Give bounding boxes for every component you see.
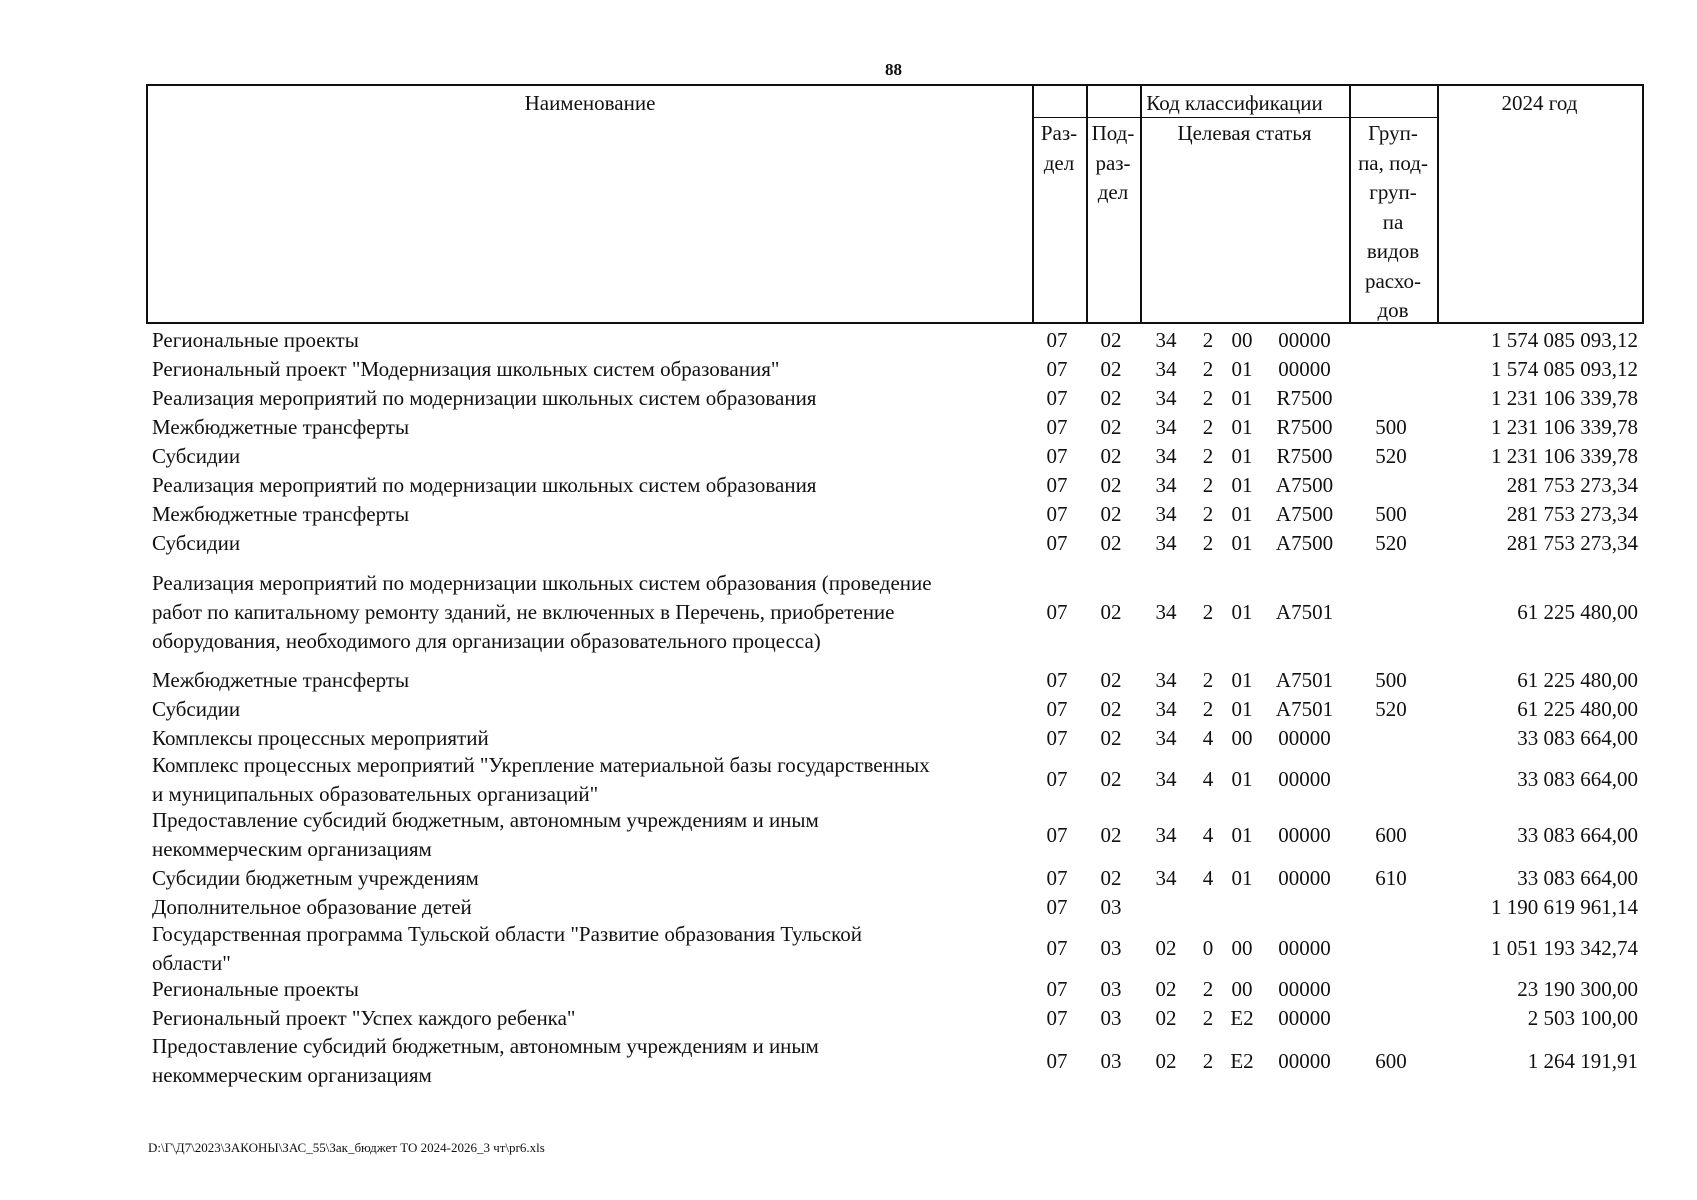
row-code-t2: 2 bbox=[1202, 357, 1214, 381]
row-name bbox=[152, 558, 1032, 666]
row-code-t2: 2 bbox=[1202, 502, 1214, 526]
row-code-t3: 00 bbox=[1231, 328, 1253, 352]
row-name-line: Субсидии bbox=[152, 531, 241, 555]
row-code-pr: 02 bbox=[1100, 726, 1122, 750]
row-name bbox=[152, 413, 1032, 442]
header-target: Целевая статья bbox=[1177, 121, 1312, 145]
row-amount: 61 225 480,00 bbox=[1517, 697, 1638, 721]
row-code-t1: 34 bbox=[1155, 328, 1177, 352]
row-code-t4: R7500 bbox=[1276, 386, 1333, 410]
row-code-t2: 2 bbox=[1202, 1006, 1214, 1030]
row-code-g bbox=[1347, 975, 1435, 1004]
row-code-r: 07 bbox=[1046, 936, 1068, 960]
row-name-line: Комплекс процессных мероприятий "Укрепление материальной базы государственных bbox=[152, 752, 930, 777]
row-code-t2: 4 bbox=[1202, 866, 1214, 890]
row-code-g bbox=[1347, 753, 1435, 806]
row-name-line: Комплексы процессных мероприятий bbox=[152, 726, 489, 750]
row-code-t3: 01 bbox=[1231, 415, 1253, 439]
row-code-g bbox=[1347, 922, 1435, 975]
row-code-t4: А7501 bbox=[1275, 668, 1334, 692]
row-code-t4: 00000 bbox=[1278, 866, 1331, 890]
row-amount: 2 503 100,00 bbox=[1527, 1006, 1638, 1030]
row-amount: 33 083 664,00 bbox=[1517, 866, 1638, 890]
row-code-pr: 02 bbox=[1100, 444, 1122, 468]
row-code-pr: 03 bbox=[1100, 936, 1122, 960]
row-name bbox=[152, 893, 1032, 922]
row-code-t4: 00000 bbox=[1278, 822, 1331, 847]
row-name-line: Межбюджетные трансферты bbox=[152, 668, 410, 692]
row-amount: 1 231 106 339,78 bbox=[1491, 444, 1638, 468]
row-name-line: некоммерческим организациям bbox=[152, 837, 432, 861]
table-row bbox=[146, 413, 1644, 442]
table-body bbox=[146, 326, 1644, 1089]
row-code-t1: 34 bbox=[1155, 473, 1177, 497]
row-name bbox=[152, 529, 1032, 558]
row-code-r: 07 bbox=[1046, 444, 1068, 468]
row-code-t2: 4 bbox=[1202, 822, 1214, 847]
row-code-t2 bbox=[1194, 893, 1222, 922]
row-name-line: Реализация мероприятий по модернизации школьных систем образования (проведение bbox=[152, 570, 932, 595]
row-code-r: 07 bbox=[1046, 1006, 1068, 1030]
row-code-r: 07 bbox=[1046, 473, 1068, 497]
row-code-t3: 01 bbox=[1231, 697, 1253, 721]
row-name-line: Межбюджетные трансферты bbox=[152, 415, 410, 439]
row-code-pr: 02 bbox=[1100, 767, 1122, 791]
row-code-t1: 34 bbox=[1155, 767, 1177, 791]
header-podrazdel bbox=[1086, 119, 1140, 208]
row-code-g bbox=[1347, 893, 1435, 922]
row-name bbox=[152, 500, 1032, 529]
row-code-r: 07 bbox=[1046, 386, 1068, 410]
table-row bbox=[146, 384, 1644, 413]
header-year: 2024 год bbox=[1501, 91, 1578, 115]
row-code-t4: 00000 bbox=[1278, 726, 1331, 750]
row-code-r: 07 bbox=[1046, 977, 1068, 1001]
header-podrazdel-line: раз- bbox=[1095, 150, 1131, 175]
row-code-r: 07 bbox=[1046, 415, 1068, 439]
row-name-line: Предоставление субсидий бюджетным, автономным учреждениям и иным bbox=[152, 808, 819, 832]
row-name bbox=[152, 724, 1032, 753]
row-name-line: Региональные проекты bbox=[152, 977, 359, 1001]
table-row bbox=[146, 500, 1644, 529]
header-divider bbox=[1437, 86, 1439, 322]
row-code-r: 07 bbox=[1046, 726, 1068, 750]
header-name: Наименование bbox=[524, 91, 656, 115]
row-amount: 61 225 480,00 bbox=[1517, 599, 1638, 624]
table-row bbox=[146, 922, 1644, 975]
row-code-t4: 00000 bbox=[1278, 328, 1331, 352]
row-code-t1: 34 bbox=[1155, 386, 1177, 410]
row-code-t4: 00000 bbox=[1278, 1006, 1331, 1030]
row-code-t1: 34 bbox=[1155, 697, 1177, 721]
row-code-t1 bbox=[1138, 893, 1194, 922]
row-code-t4: А7501 bbox=[1275, 697, 1334, 721]
row-amount: 61 225 480,00 bbox=[1517, 668, 1638, 692]
row-amount: 281 753 273,34 bbox=[1506, 473, 1638, 497]
row-code-t3: 01 bbox=[1231, 668, 1253, 692]
row-code-t4: 00000 bbox=[1278, 936, 1331, 960]
row-name bbox=[152, 442, 1032, 471]
row-code-t4: 00000 bbox=[1278, 767, 1331, 791]
row-name bbox=[152, 806, 1032, 864]
row-code-r: 07 bbox=[1046, 767, 1068, 791]
row-name bbox=[152, 1004, 1032, 1033]
header-group-line: дов bbox=[1377, 298, 1409, 322]
row-code-t4: А7500 bbox=[1275, 473, 1334, 497]
table-row bbox=[146, 893, 1644, 922]
row-code-r: 07 bbox=[1046, 866, 1068, 890]
row-code-g: 500 bbox=[1375, 415, 1407, 439]
row-code-t2: 0 bbox=[1202, 936, 1214, 960]
header-group-line: па bbox=[1382, 209, 1404, 234]
row-amount: 33 083 664,00 bbox=[1517, 822, 1638, 847]
row-code-r: 07 bbox=[1046, 1048, 1068, 1073]
row-name bbox=[152, 922, 1032, 975]
header-group-line: расхо- bbox=[1364, 268, 1422, 293]
row-code-t4: 00000 bbox=[1278, 357, 1331, 381]
header-group-line: видов bbox=[1366, 239, 1420, 263]
row-code-r: 07 bbox=[1046, 502, 1068, 526]
row-code-g bbox=[1347, 1004, 1435, 1033]
row-code-t3: 01 bbox=[1231, 386, 1253, 410]
row-name-line: работ по капитальному ремонту зданий, не включенных в Перечень, приобретение bbox=[152, 599, 895, 624]
row-code-t4: А7500 bbox=[1275, 502, 1334, 526]
row-code-g: 520 bbox=[1375, 697, 1407, 721]
row-amount: 281 753 273,34 bbox=[1506, 502, 1638, 526]
row-code-t3: 01 bbox=[1231, 822, 1253, 847]
table-row bbox=[146, 724, 1644, 753]
row-code-t2: 2 bbox=[1202, 444, 1214, 468]
row-name bbox=[152, 975, 1032, 1004]
header-razdel-line: Раз- bbox=[1040, 121, 1078, 145]
table-row bbox=[146, 471, 1644, 500]
row-code-pr: 02 bbox=[1100, 531, 1122, 555]
row-code-pr: 02 bbox=[1100, 822, 1122, 847]
row-name bbox=[152, 666, 1032, 695]
row-code-pr: 03 bbox=[1100, 977, 1122, 1001]
row-code-pr: 02 bbox=[1100, 386, 1122, 410]
row-name-line: Межбюджетные трансферты bbox=[152, 502, 410, 526]
row-code-t4: 00000 bbox=[1278, 1048, 1331, 1073]
row-code-pr: 02 bbox=[1100, 357, 1122, 381]
row-name-line: Региональный проект "Успех каждого ребенка" bbox=[152, 1006, 576, 1030]
row-code-t4: R7500 bbox=[1276, 444, 1333, 468]
table-row bbox=[146, 806, 1644, 864]
row-amount: 1 574 085 093,12 bbox=[1491, 357, 1638, 381]
row-code-t1: 34 bbox=[1155, 415, 1177, 439]
row-code-t1: 02 bbox=[1155, 936, 1177, 960]
row-code-t4: 00000 bbox=[1278, 977, 1331, 1001]
row-code-r: 07 bbox=[1046, 822, 1068, 847]
row-code-r: 07 bbox=[1046, 668, 1068, 692]
row-code-t1: 34 bbox=[1155, 822, 1177, 847]
table-row bbox=[146, 1004, 1644, 1033]
row-code-g bbox=[1347, 471, 1435, 500]
row-name bbox=[152, 1033, 1032, 1089]
row-code-t3: 01 bbox=[1231, 531, 1253, 555]
row-name-line: Дополнительное образование детей bbox=[152, 895, 472, 919]
row-name-line: Региональный проект "Модернизация школьных систем образования" bbox=[152, 357, 780, 381]
row-code-t3: 00 bbox=[1231, 726, 1253, 750]
row-code-g: 600 bbox=[1375, 822, 1407, 847]
row-code-g: 520 bbox=[1375, 531, 1407, 555]
row-code-t3: 01 bbox=[1231, 767, 1253, 791]
row-code-t2: 2 bbox=[1202, 599, 1214, 624]
row-code-pr: 03 bbox=[1100, 1006, 1122, 1030]
row-name-line: оборудования, необходимого для организации образовательного процесса) bbox=[152, 628, 821, 653]
row-code-t3: 01 bbox=[1231, 357, 1253, 381]
table-row bbox=[146, 355, 1644, 384]
header-razdel-line: дел bbox=[1043, 150, 1075, 175]
header-podrazdel-line: Под- bbox=[1091, 121, 1135, 145]
row-code-r: 07 bbox=[1046, 531, 1068, 555]
row-code-t3: 01 bbox=[1231, 502, 1253, 526]
row-name-line: Предоставление субсидий бюджетным, автономным учреждениям и иным bbox=[152, 1034, 819, 1058]
row-name-line: Государственная программа Тульской области "Развитие образования Тульской bbox=[152, 921, 862, 946]
header-group bbox=[1349, 119, 1437, 326]
row-code-t2: 2 bbox=[1202, 328, 1214, 352]
row-amount: 1 264 191,91 bbox=[1527, 1048, 1638, 1073]
table-header bbox=[146, 84, 1644, 324]
row-code-t1: 34 bbox=[1155, 502, 1177, 526]
row-code-t3 bbox=[1222, 893, 1262, 922]
table-row bbox=[146, 442, 1644, 471]
row-code-pr: 02 bbox=[1100, 697, 1122, 721]
row-amount: 23 190 300,00 bbox=[1517, 977, 1638, 1001]
row-code-t1: 34 bbox=[1155, 444, 1177, 468]
row-code-t1: 34 bbox=[1155, 531, 1177, 555]
row-code-r: 07 bbox=[1046, 328, 1068, 352]
row-amount: 1 190 619 961,14 bbox=[1491, 895, 1638, 919]
row-amount: 1 574 085 093,12 bbox=[1491, 328, 1638, 352]
table-row bbox=[146, 975, 1644, 1004]
header-group-line: Груп- bbox=[1368, 121, 1418, 145]
row-code-t2: 2 bbox=[1202, 1048, 1214, 1073]
row-code-pr: 02 bbox=[1100, 415, 1122, 439]
row-name bbox=[152, 864, 1032, 893]
row-code-t2: 2 bbox=[1202, 668, 1214, 692]
row-code-r: 07 bbox=[1046, 895, 1068, 919]
row-code-t1: 34 bbox=[1155, 668, 1177, 692]
row-name-line: Региональные проекты bbox=[152, 328, 359, 352]
row-code-t1: 34 bbox=[1155, 357, 1177, 381]
row-code-pr: 02 bbox=[1100, 502, 1122, 526]
table-row bbox=[146, 864, 1644, 893]
row-code-g bbox=[1347, 384, 1435, 413]
row-amount: 33 083 664,00 bbox=[1517, 767, 1638, 791]
row-name-line: Субсидии bbox=[152, 697, 241, 721]
table-row bbox=[146, 558, 1644, 666]
row-code-r: 07 bbox=[1046, 599, 1068, 624]
row-code-t3: 01 bbox=[1231, 599, 1253, 624]
row-name bbox=[152, 695, 1032, 724]
row-name bbox=[152, 326, 1032, 355]
row-code-t2: 2 bbox=[1202, 415, 1214, 439]
row-code-t1: 34 bbox=[1155, 866, 1177, 890]
header-code-group: Код классификации bbox=[1146, 91, 1323, 115]
table-row bbox=[146, 666, 1644, 695]
row-name-line: некоммерческим организациям bbox=[152, 1063, 432, 1087]
row-code-t2: 2 bbox=[1202, 697, 1214, 721]
row-code-pr: 02 bbox=[1100, 473, 1122, 497]
row-code-t3: 00 bbox=[1231, 936, 1253, 960]
row-amount: 1 231 106 339,78 bbox=[1491, 415, 1638, 439]
row-name bbox=[152, 384, 1032, 413]
header-group-line: груп- bbox=[1369, 180, 1417, 204]
row-code-t3: Е2 bbox=[1230, 1006, 1254, 1030]
row-name bbox=[152, 355, 1032, 384]
row-code-t2: 2 bbox=[1202, 977, 1214, 1001]
row-code-g bbox=[1347, 724, 1435, 753]
row-code-t1: 34 bbox=[1155, 726, 1177, 750]
row-code-t1: 02 bbox=[1155, 977, 1177, 1001]
row-code-t4: А7501 bbox=[1275, 599, 1334, 624]
table-row bbox=[146, 326, 1644, 355]
row-name bbox=[152, 471, 1032, 500]
row-code-t2: 2 bbox=[1202, 386, 1214, 410]
row-code-pr: 02 bbox=[1100, 866, 1122, 890]
row-code-t4: А7500 bbox=[1275, 531, 1334, 555]
row-name-line: Субсидии бюджетным учреждениям bbox=[152, 866, 479, 890]
header-razdel bbox=[1032, 119, 1086, 178]
table-row bbox=[146, 1033, 1644, 1089]
header-podrazdel-line: дел bbox=[1097, 180, 1129, 204]
row-code-t4 bbox=[1262, 893, 1347, 922]
row-code-pr: 03 bbox=[1100, 895, 1122, 919]
row-code-g bbox=[1347, 558, 1435, 666]
row-code-pr: 03 bbox=[1100, 1048, 1122, 1073]
table-row bbox=[146, 529, 1644, 558]
row-name bbox=[152, 753, 1032, 806]
row-code-g bbox=[1347, 355, 1435, 384]
table-row bbox=[146, 695, 1644, 724]
row-code-g: 610 bbox=[1375, 866, 1407, 890]
row-code-pr: 02 bbox=[1100, 328, 1122, 352]
row-code-t1: 02 bbox=[1155, 1006, 1177, 1030]
row-code-pr: 02 bbox=[1100, 599, 1122, 624]
row-code-t3: 00 bbox=[1231, 977, 1253, 1001]
row-code-r: 07 bbox=[1046, 357, 1068, 381]
row-code-t3: 01 bbox=[1231, 444, 1253, 468]
row-code-t2: 4 bbox=[1202, 767, 1214, 791]
row-code-t3: 01 bbox=[1231, 866, 1253, 890]
row-code-pr: 02 bbox=[1100, 668, 1122, 692]
file-path-footer: D:\Г\Д7\2023\ЗАКОНЫ\ЗАС_55\Зак_бюджет ТО 2024-2026_3 чт\pr6.xls bbox=[148, 1140, 545, 1155]
row-amount: 33 083 664,00 bbox=[1517, 726, 1638, 750]
row-code-t2: 2 bbox=[1202, 531, 1214, 555]
row-name-line: области" bbox=[152, 950, 231, 975]
row-name-line: Реализация мероприятий по модернизации школьных систем образования bbox=[152, 473, 817, 497]
row-code-t3: Е2 bbox=[1230, 1048, 1254, 1073]
row-code-g: 500 bbox=[1375, 502, 1407, 526]
header-group-line: па, под- bbox=[1358, 150, 1428, 175]
table-row bbox=[146, 753, 1644, 806]
row-code-g bbox=[1347, 326, 1435, 355]
row-code-t4: R7500 bbox=[1276, 415, 1333, 439]
row-code-t2: 4 bbox=[1202, 726, 1214, 750]
row-code-r: 07 bbox=[1046, 697, 1068, 721]
row-code-t3: 01 bbox=[1231, 473, 1253, 497]
row-code-t1: 34 bbox=[1155, 599, 1177, 624]
row-code-g: 600 bbox=[1375, 1048, 1407, 1073]
row-amount: 281 753 273,34 bbox=[1506, 531, 1638, 555]
row-amount: 1 051 193 342,74 bbox=[1491, 936, 1638, 960]
row-code-t1: 02 bbox=[1155, 1048, 1177, 1073]
row-name-line: Субсидии bbox=[152, 444, 241, 468]
row-code-g: 500 bbox=[1375, 668, 1407, 692]
row-code-g: 520 bbox=[1375, 444, 1407, 468]
row-name-line: и муниципальных образовательных организаций" bbox=[152, 781, 599, 806]
row-code-t2: 2 bbox=[1202, 473, 1214, 497]
row-amount: 1 231 106 339,78 bbox=[1491, 386, 1638, 410]
row-name-line: Реализация мероприятий по модернизации школьных систем образования bbox=[152, 386, 817, 410]
